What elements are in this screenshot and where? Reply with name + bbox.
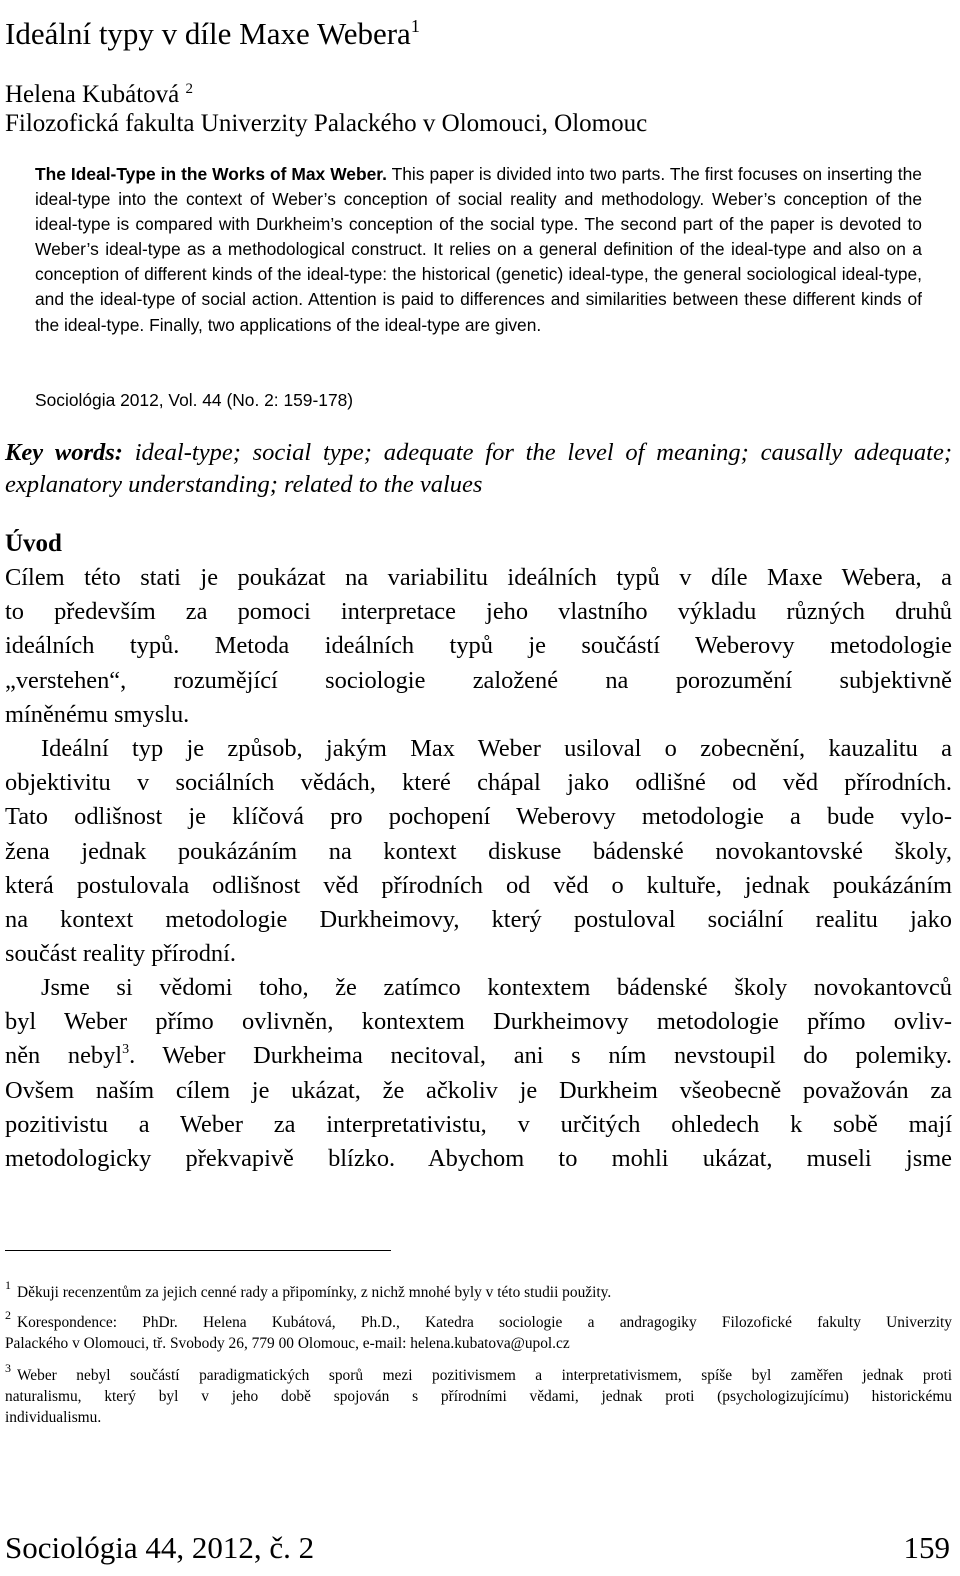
keywords: [5, 437, 952, 501]
text-line: žena jednak poukázáním na kontext diskuse bádenské novokantovské školy,: [5, 837, 952, 865]
footnote-text: Děkuji recenzentům za jejich cenné rady a připomínky, z nichž mnohé byly v této studii použity.: [17, 1284, 612, 1301]
text-line: to především za pomoci interpretace jeho vlastního výkladu různých druhů: [5, 598, 952, 626]
author-name: Helena Kubátová: [5, 81, 180, 108]
keywords-list: ideal-type; social type; adequate for the level of meaning; causally: [122, 439, 843, 466]
text-line: objektivitu v sociálních vědách, které chápal jako odlišné od věd přírodních.: [5, 769, 952, 797]
footnote-line: [5, 1305, 952, 1333]
footnote-number: 1: [5, 1278, 11, 1292]
abstract-line: ideal-type are given.: [384, 314, 542, 335]
abstract-line: conception of the social type. The second part of the paper is devoted to Weber’s ideal-type: [35, 214, 922, 260]
text-line: Ideální typ je způsob, jakým Max Weber usiloval o zobecnění, kauzalitu a: [41, 735, 952, 762]
text-segment: . Weber Durkheima necitoval, ani s ním nevstoupil do polemiky.: [129, 1042, 952, 1070]
footnote-text: Weber nebyl součástí paradigmatických sporů mezi pozitivismem a interpretativismem, spíše byl zaměřen jednak proti: [17, 1367, 952, 1384]
paragraph-3: [5, 971, 952, 1176]
footnote-line: individualismu.: [5, 1409, 102, 1426]
section-heading: Úvod: [5, 530, 62, 557]
paragraph-2: [5, 732, 952, 971]
abstract-line: conception of different kinds of the ideal-type: the historical (genetic) ideal-type, the general: [35, 264, 742, 285]
text-line: Cílem této stati je poukázat na variabilitu ideálních typů v díle Maxe Webera, a: [5, 564, 952, 591]
abstract-line: sociological ideal-type, and the ideal-type of social action. Attention is paid to differences and: [35, 264, 922, 310]
text-line: ideálních typů. Metoda ideálních typů je součástí Weberovy metodologie: [5, 632, 952, 660]
text-line: která postulovala odlišnost věd přírodních od věd o kultuře, jednak poukázáním: [5, 871, 952, 899]
footnote-ref-1: 1: [410, 16, 420, 36]
footnote-3: [5, 1358, 952, 1428]
text-line: pozitivistu a Weber za interpretativistu, v určitých ohledech k sobě mají: [5, 1110, 952, 1138]
paper-title-text: Ideální typy v díle Maxe Webera: [5, 16, 411, 51]
abstract: [35, 162, 922, 338]
page-number: 159: [903, 1530, 950, 1565]
footnote-1: [5, 1275, 952, 1303]
text-segment: něn nebyl: [5, 1042, 123, 1070]
author-affiliation: Filozofická fakulta Univerzity Palackého v Olomouci, Olomouc: [5, 110, 648, 137]
text-line: [5, 1039, 952, 1073]
running-footer-journal: Sociológia 44, 2012, č. 2: [5, 1530, 315, 1565]
footnote-separator: [5, 1250, 391, 1251]
text-line: Tato odlišnost je klíčová pro pochopení Weberovy metodologie a bude vylo-: [5, 803, 952, 831]
author-line: [5, 74, 193, 110]
abstract-line: as a methodological construct. It relies on a general definition of the ideal-type and also on a: [187, 239, 922, 260]
footnote-number: 3: [5, 1361, 11, 1375]
paragraph-1: [5, 561, 952, 732]
abstract-line: focuses on inserting the ideal-type into the context of Weber’s conception of social reality: [35, 164, 922, 210]
text-line: míněnému smyslu.: [5, 700, 190, 728]
footnote-2: [5, 1305, 952, 1354]
journal-citation: Sociológia 2012, Vol. 44 (No. 2: 159-178): [35, 390, 354, 410]
keywords-label: Key words:: [5, 439, 123, 466]
paper-title: [5, 6, 420, 54]
abstract-line: similarities between these different kinds of the ideal-type. Finally, two applications of the: [35, 289, 922, 335]
footnote-line: Palackého v Olomouci, tř. Svobody 26, 779 00 Olomouc, e-mail: helena.kubatova@upol.cz: [5, 1335, 570, 1352]
footnote-line: [5, 1275, 952, 1303]
text-line: součást reality přírodní.: [5, 940, 236, 968]
footnote-ref-2: 2: [185, 81, 193, 97]
text-line: byl Weber přímo ovlivněn, kontextem Durkheimovy metodologie přímo ovliv-: [5, 1008, 952, 1036]
footnote-ref-3: 3: [122, 1042, 130, 1058]
text-line: „verstehen“, rozumějící sociologie založené na porozumění subjektivně: [5, 666, 952, 694]
text-line: metodologicky překvapivě blízko. Abychom to mohli ukázat, museli jsme: [5, 1145, 952, 1173]
keywords-list: adequate; explanatory understanding; related to the values: [5, 439, 952, 498]
abstract-line: This paper is divided into two parts. The first: [386, 164, 733, 184]
text-line: na kontext metodologie Durkheimovy, který postuloval sociální realitu jako: [5, 906, 952, 934]
abstract-lead: The Ideal-Type in the Works of Max Weber.: [35, 164, 387, 184]
text-line: Ovšem naším cílem je ukázat, že ačkoliv je Durkheim všeobecně považován za: [5, 1076, 952, 1104]
footnote-line: [5, 1358, 952, 1386]
footnote-line: naturalismu, který byl v jeho době spojován s přírodními vědami, jednak proti (psychologizujícímu) historickému: [5, 1388, 952, 1405]
text-line: Jsme si vědomi toho, že zatímco kontextem bádenské školy novokantovců: [41, 974, 952, 1001]
abstract-line: and methodology. Weber’s conception of the ideal-type is compared with Durkheim’s: [35, 189, 923, 235]
footnote-number: 2: [5, 1308, 11, 1322]
footnote-text: Korespondence: PhDr. Helena Kubátová, Ph.D., Katedra sociologie a andragogiky Filozofické fakulty Univerzity: [17, 1314, 952, 1331]
